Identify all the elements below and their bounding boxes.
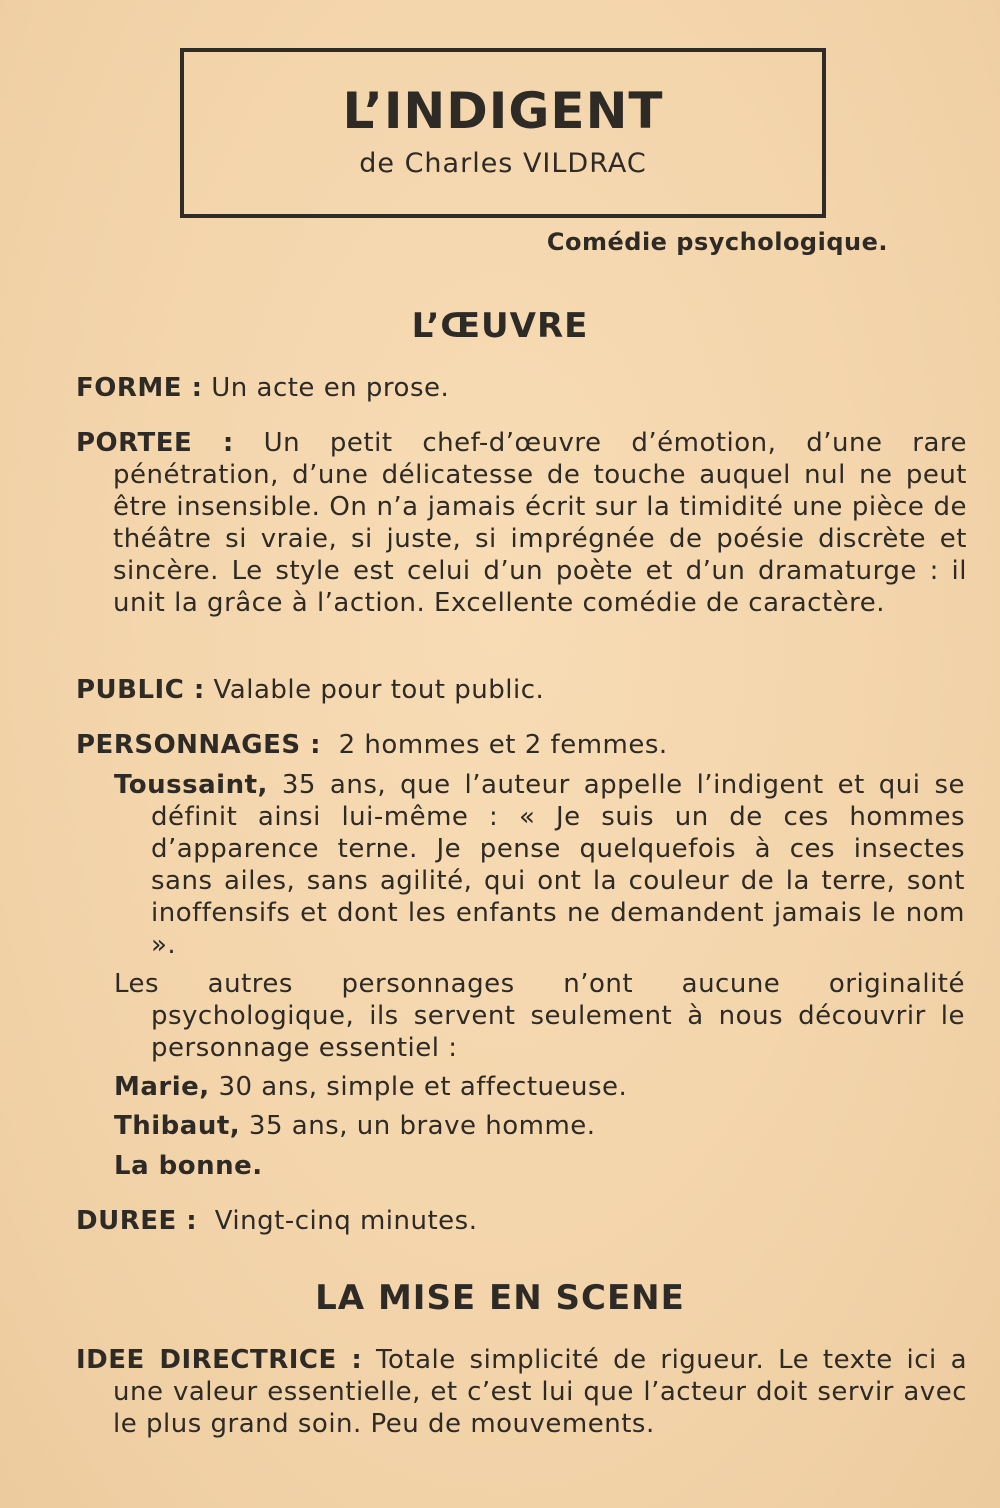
document-title: L’INDIGENT [342, 82, 664, 140]
idee-directrice-text: Totale simplicité de rigueur. Le texte ici a une valeur essentielle, et c’est lui que l’acteur doit servir avec le plus grand soin. Peu de mouvements. [113, 1345, 968, 1439]
character-name: Toussaint, [114, 770, 268, 800]
character-bonne [114, 1150, 928, 1182]
forme-text: Un acte en prose. [211, 373, 450, 403]
forme-label: FORME : [76, 373, 203, 403]
public-text: Valable pour tout public. [213, 675, 545, 705]
personnages-label: PERSONNAGES : [76, 730, 322, 760]
personnages-paragraph [76, 729, 930, 761]
public-label: PUBLIC : [76, 675, 205, 705]
section-heading-mise-en-scene: LA MISE EN SCENE [315, 1278, 685, 1318]
character-name: Thibaut, [114, 1111, 241, 1141]
duree-paragraph [76, 1205, 930, 1237]
other-characters-text: Les autres personnages n’ont aucune originalité psychologique, ils servent seulement à nous découvrir le personnage essentiel : [114, 969, 965, 1063]
character-marie [114, 1071, 928, 1103]
character-description: 35 ans, un brave homme. [248, 1111, 596, 1141]
public-paragraph [76, 674, 930, 706]
idee-directrice-paragraph [76, 1344, 967, 1440]
duree-label: DUREE : [76, 1206, 198, 1236]
character-toussaint [114, 769, 965, 961]
portee-label: PORTEE : [76, 428, 234, 458]
forme-paragraph [76, 372, 930, 404]
idee-directrice-label: IDEE DIRECTRICE : [76, 1345, 363, 1375]
portee-text: Un petit chef-d’œuvre d’émotion, d’une rare pénétration, d’une délicatesse de touche auquel nul ne peut être insensible. On n’a jamais écrit sur la timidité une pièce de théâtre si vraie, si juste, si imprégnée de poésie discrète et sincère. Le style est celui d’un poète et d’un dramaturge : il unit la grâce à l’action. Excellente comédie de caractère. [113, 428, 967, 618]
duree-text: Vingt-cinq minutes. [214, 1206, 478, 1236]
character-description: 35 ans, que l’auteur appelle l’indigent et qui se définit ainsi lui-même : « Je suis un de ces hommes d’apparence terne. Je pense quelquefois à ces insectes sans ailes, sans agilité, qui ont la couleur de la terre, sont inoffensifs et dont les enfants ne demandent jamais le nom ». [151, 770, 965, 960]
character-name: Marie, [114, 1072, 210, 1102]
character-thibaut [114, 1110, 928, 1142]
portee-paragraph [76, 427, 967, 619]
genre-label: Comédie psychologique. [546, 228, 888, 256]
section-heading-oeuvre: L’ŒUVRE [411, 306, 589, 346]
character-name: La bonne. [114, 1151, 263, 1181]
title-box [180, 48, 826, 218]
other-characters-paragraph [114, 968, 965, 1064]
character-description: 30 ans, simple et affectueuse. [218, 1072, 628, 1102]
author-line: de Charles VILDRAC [359, 148, 647, 179]
personnages-text: 2 hommes et 2 femmes. [338, 730, 668, 760]
